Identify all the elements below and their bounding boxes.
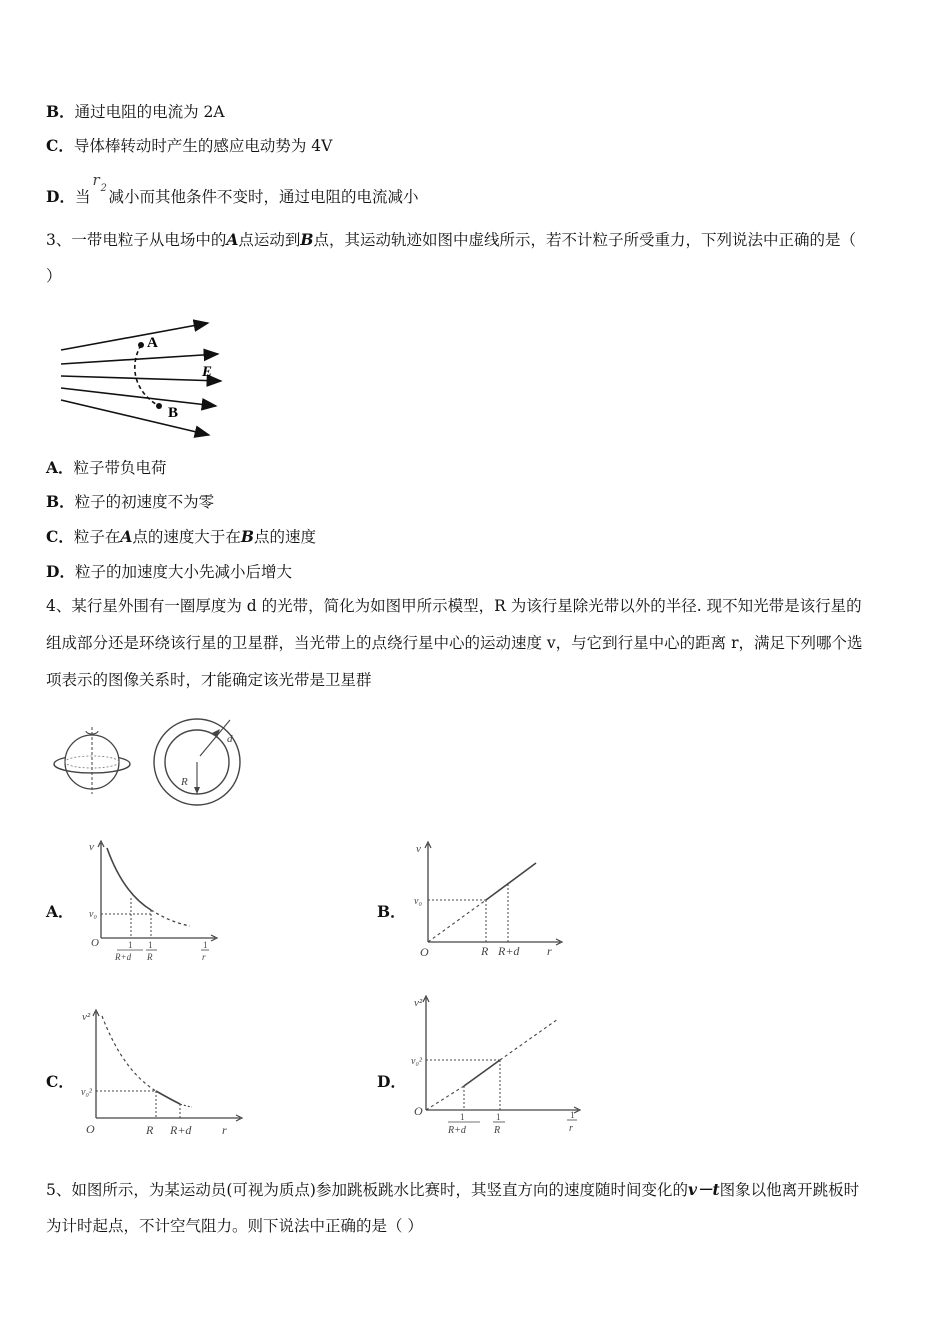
x1-den: R+d: [115, 952, 132, 962]
x1-label: R: [481, 944, 489, 958]
q3-option-c: [46, 527, 316, 547]
thickness-d-line: [200, 720, 230, 756]
graph-b: [410, 838, 570, 963]
option-text: 粒子的加速度大小先减小后增大: [74, 563, 292, 581]
r2-symbol: [90, 171, 108, 202]
q4-option-c-label: C．: [46, 1072, 74, 1091]
stem-text: 图象以他离开跳板时: [719, 1181, 860, 1199]
curve-dashed: [102, 1016, 156, 1091]
q3-option-d: [46, 562, 292, 582]
origin-label: O: [86, 1122, 95, 1136]
q3-option-a: [46, 458, 167, 478]
x-label: r: [547, 944, 552, 958]
option-text: 点的速度: [254, 528, 317, 546]
origin-label: O: [414, 1104, 423, 1118]
vt-symbol: v－t: [687, 1180, 720, 1199]
label-d: d: [227, 733, 233, 745]
graph-c: [78, 1006, 248, 1141]
q4-option-a-label: A．: [46, 902, 74, 921]
point-b: B: [300, 230, 314, 249]
field-line: [61, 354, 218, 364]
option-text-pre: 当: [74, 188, 91, 206]
line-solid: [464, 1060, 500, 1086]
graph-a: [85, 838, 220, 968]
x-label: r: [222, 1123, 227, 1137]
q5-stem-line1: [46, 1180, 859, 1200]
stem-text: 组成部分还是环绕该行星的卫星群，当光带上的点绕行星中心的运动速度 v，与它到行星中心的距离 r，满足下列哪个选: [46, 634, 863, 652]
x1-num: 1: [128, 940, 133, 950]
v0-label: v₀²: [81, 1087, 92, 1098]
option-text: 粒子在: [73, 528, 121, 546]
y-label: v: [416, 843, 421, 855]
q3-stem-line2: [46, 266, 62, 286]
field-line: [61, 323, 208, 350]
option-text: 粒子带负电荷: [73, 459, 167, 477]
x2-label: R+d: [170, 1123, 192, 1137]
v0-label: v₀²: [411, 1056, 422, 1067]
y-label: v: [89, 841, 94, 853]
x-num: 1: [570, 1110, 575, 1120]
stem-text: 为计时起点，不计空气阻力。则下说法中正确的是（ ）: [46, 1217, 423, 1235]
r-letter: r: [92, 171, 100, 189]
q4-stem-line2: [46, 633, 863, 653]
graph-d: [408, 992, 588, 1142]
option-text: 点的速度大于在: [132, 528, 241, 546]
stem-text: 4、某行星外围有一圈厚度为 d 的光带，简化为如图甲所示模型，R 为该行星除光带以外的半径. 现不知光带是该行星的: [46, 597, 862, 615]
point-a: A: [120, 527, 133, 546]
y-label: v²: [82, 1011, 91, 1023]
origin-label: O: [91, 937, 99, 949]
x2-num: 1: [148, 940, 153, 950]
q5-stem-line2: [46, 1216, 423, 1236]
label-r: R: [181, 776, 188, 788]
q3-field-figure: [56, 318, 226, 443]
option-label: C．: [46, 136, 74, 155]
x2-num: 1: [496, 1112, 501, 1122]
point-b-dot: [156, 403, 162, 409]
option-label: D．: [46, 562, 75, 581]
stem-text: ）: [46, 267, 62, 285]
v0-label: v₀: [89, 909, 97, 920]
radius-arrow: [194, 787, 200, 794]
curve-dashed: [151, 910, 190, 926]
x1-label: R: [146, 1123, 154, 1137]
stem-text: 3、一带电粒子从电场中的: [46, 231, 227, 249]
field-line: [61, 400, 209, 435]
q3-stem-line1: [46, 230, 856, 250]
q3-option-b: [46, 492, 214, 512]
q4-stem-line3: [46, 670, 372, 690]
x1-num: 1: [460, 1112, 465, 1122]
q2-option-d: [46, 171, 419, 207]
x2-den: R: [494, 1125, 501, 1136]
q4-planet-figure: [50, 712, 250, 812]
origin-label: O: [420, 945, 429, 959]
field-line: [61, 376, 221, 381]
stem-text: 点运动到: [238, 231, 301, 249]
line-dashed: [428, 900, 486, 942]
x2-label: R+d: [498, 944, 520, 958]
option-label: C．: [46, 527, 74, 546]
r-subscript: 2: [100, 183, 107, 194]
stem-text: 点，其运动轨迹如图中虚线所示，若不计粒子所受重力，下列说法中正确的是（: [313, 231, 857, 249]
label-e: E: [202, 364, 213, 380]
curve-tail: [180, 1104, 192, 1107]
label-a: A: [147, 335, 158, 351]
x-num: 1: [203, 940, 208, 950]
option-text: 通过电阻的电流为 2A: [74, 103, 225, 121]
point-b: B: [240, 527, 255, 546]
q2-option-b: [46, 102, 225, 122]
x2-den: R: [147, 952, 153, 962]
line-solid: [486, 863, 536, 900]
x-den: r: [202, 952, 206, 962]
x-den: r: [569, 1123, 573, 1134]
curve-solid: [107, 848, 151, 910]
option-text-post: 减小而其他条件不变时，通过电阻的电流减小: [108, 188, 419, 206]
option-label: B．: [46, 492, 75, 511]
v0-label: v₀: [414, 896, 422, 907]
label-b: B: [168, 405, 179, 421]
q4-option-b-label: B．: [377, 902, 406, 921]
point-a-dot: [138, 342, 144, 348]
q4-option-d-label: D．: [377, 1072, 406, 1091]
line-dashed-lower: [426, 1086, 464, 1110]
x1-den: R+d: [448, 1125, 466, 1136]
option-label: B．: [46, 102, 75, 121]
option-label: A．: [46, 458, 74, 477]
q4-stem-line1: [46, 596, 862, 616]
stem-text: 项表示的图像关系时，才能确定该光带是卫星群: [46, 671, 372, 689]
option-label: D．: [46, 187, 75, 206]
option-text: 粒子的初速度不为零: [74, 493, 215, 511]
line-dashed-upper: [500, 1019, 558, 1060]
field-line: [61, 388, 216, 406]
y-label: v²: [414, 997, 423, 1009]
stem-text: 5、如图所示，为某运动员(可视为质点)参加跳板跳水比赛时，其竖直方向的速度随时间变化的: [46, 1181, 688, 1199]
curve-solid: [156, 1091, 180, 1104]
point-a: A: [226, 230, 239, 249]
option-text: 导体棒转动时产生的感应电动势为 4V: [73, 137, 333, 155]
q2-option-c: [46, 136, 332, 156]
